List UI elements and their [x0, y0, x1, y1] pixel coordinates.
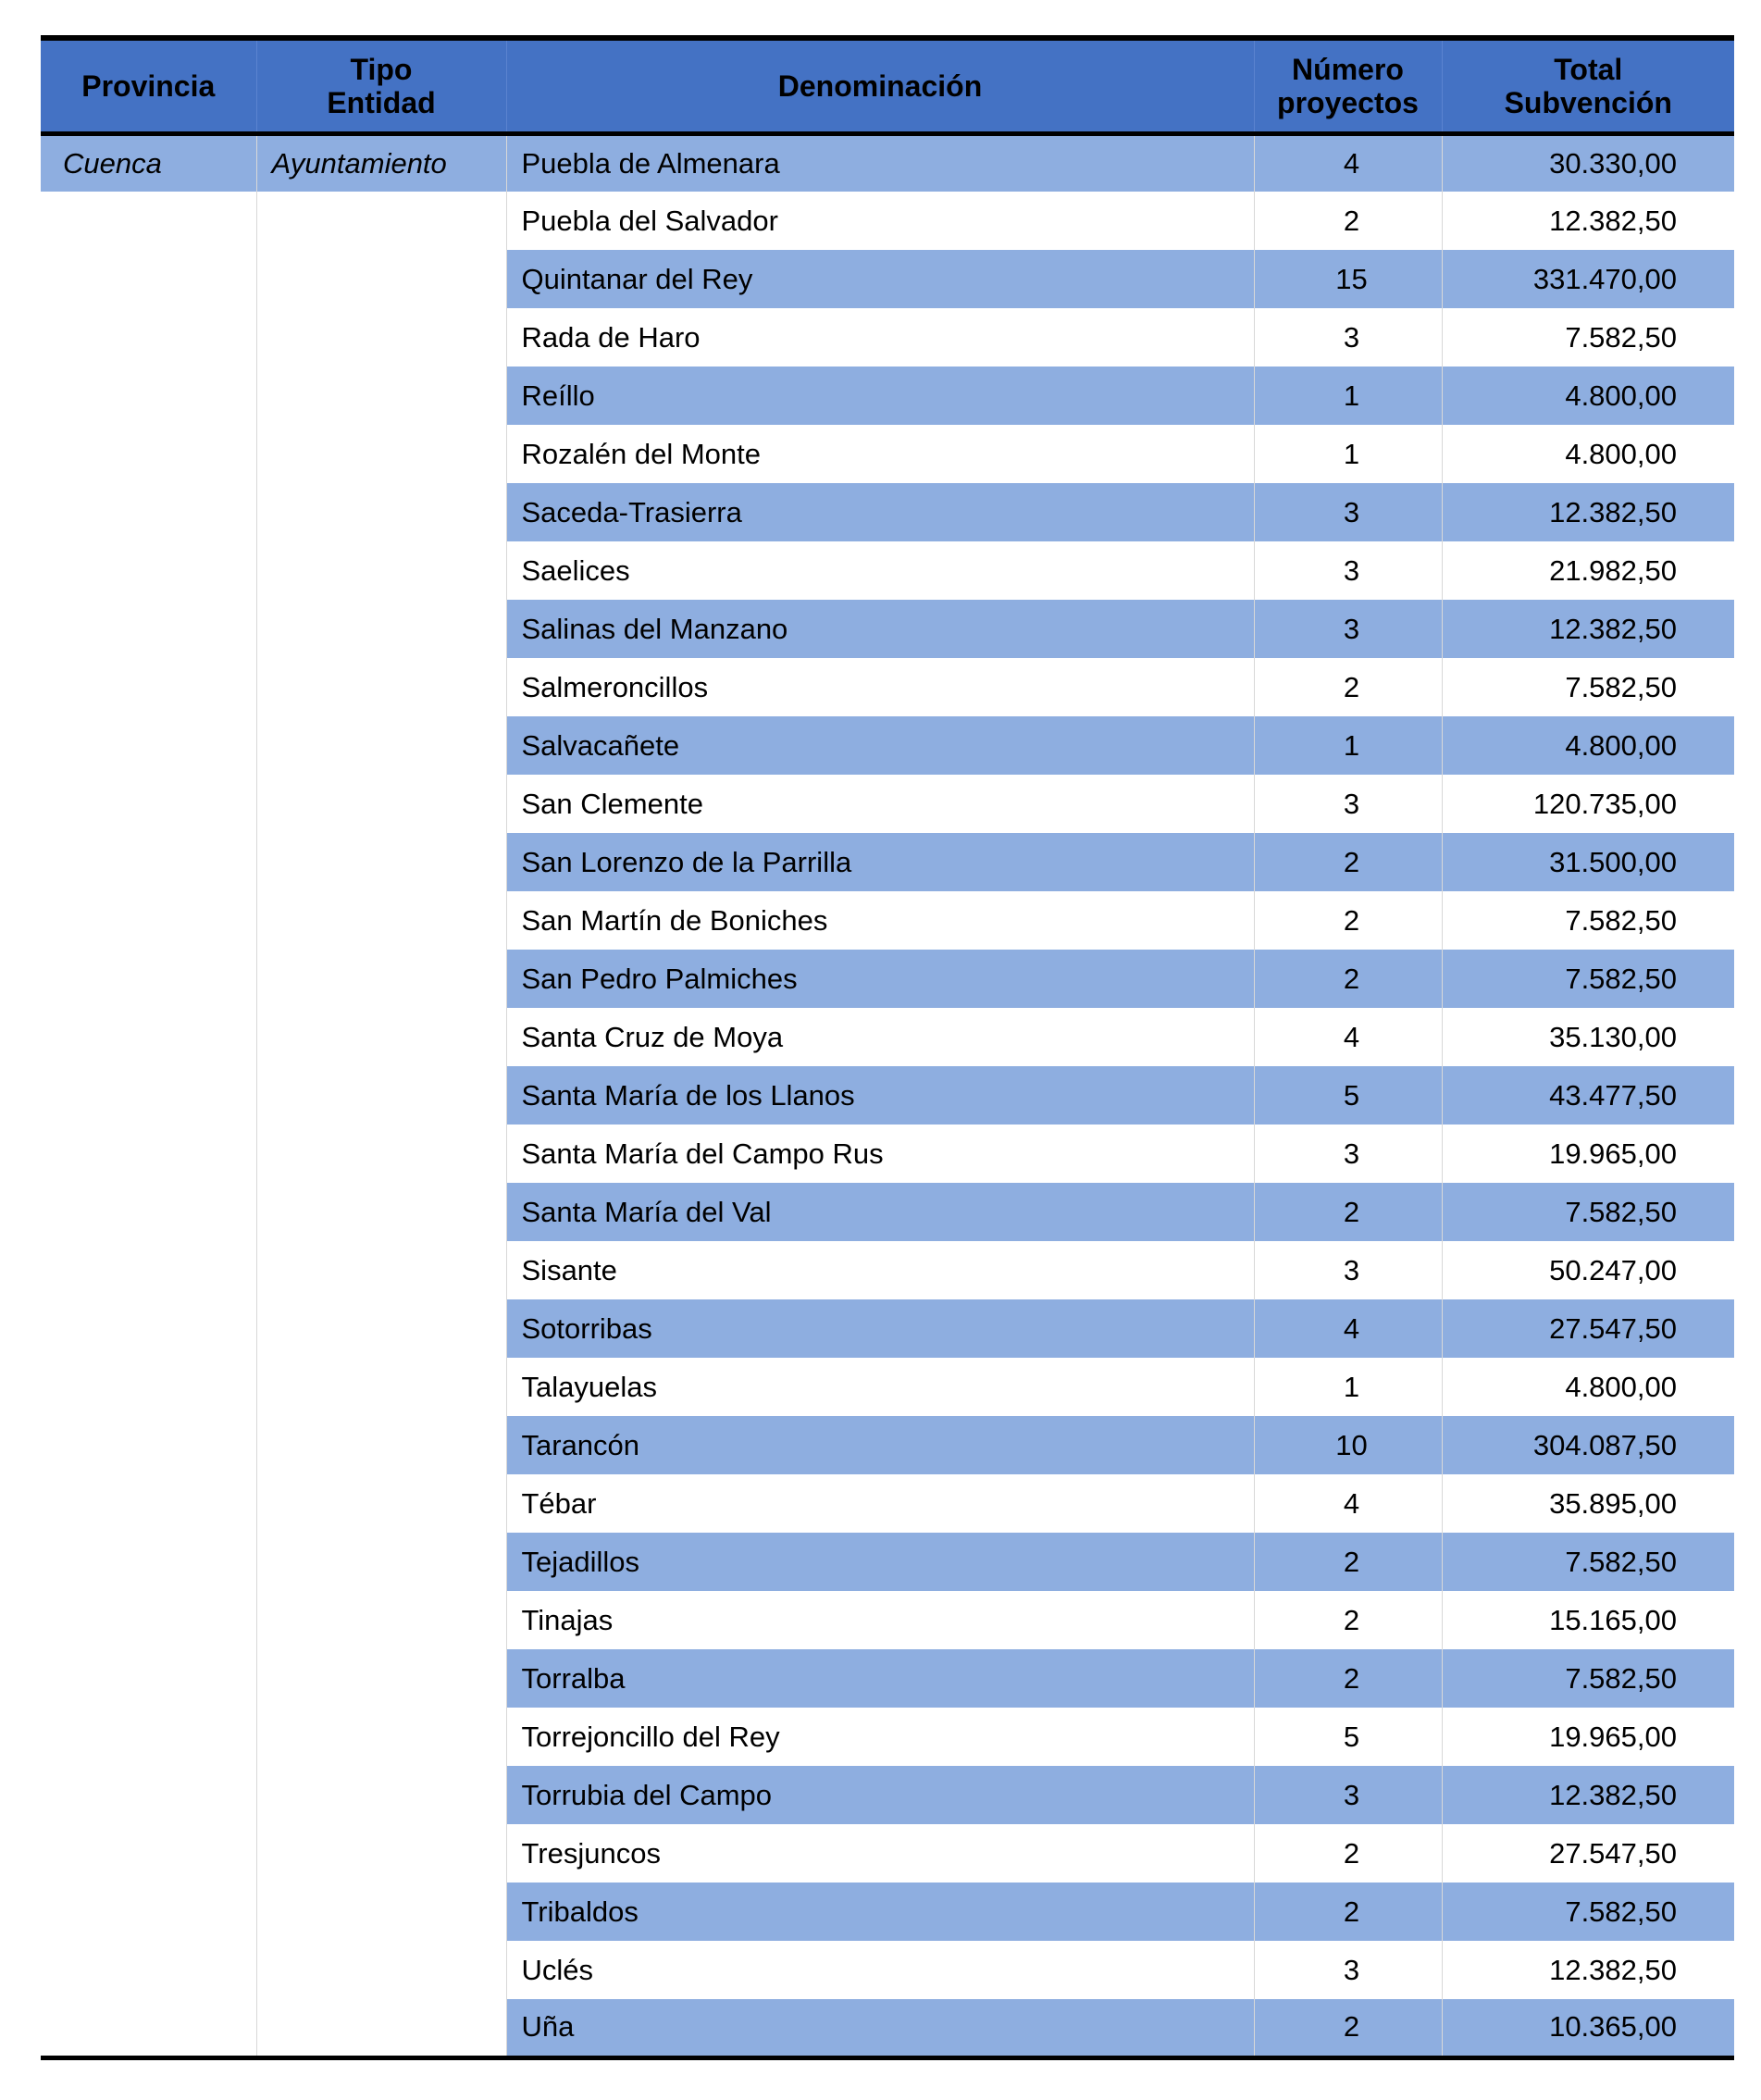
cell-provincia: [41, 1416, 256, 1474]
cell-provincia: [41, 425, 256, 483]
table-row: [41, 950, 1734, 1008]
cell-denominacion: San Clemente: [506, 775, 1254, 833]
cell-numero-proyectos: 1: [1254, 367, 1442, 425]
table-row: [41, 308, 1734, 367]
cell-numero-proyectos: 2: [1254, 192, 1442, 250]
cell-provincia: [41, 1066, 256, 1125]
cell-numero-proyectos: 2: [1254, 891, 1442, 950]
cell-total-subvencion: 7.582,50: [1442, 1883, 1734, 1941]
cell-denominacion: Saceda-Trasierra: [506, 483, 1254, 541]
table-row: [41, 1766, 1734, 1824]
cell-numero-proyectos: 2: [1254, 1591, 1442, 1649]
table-row: [41, 1649, 1734, 1708]
cell-tipo-entidad: [256, 1591, 506, 1649]
cell-denominacion: Puebla del Salvador: [506, 192, 1254, 250]
cell-numero-proyectos: 4: [1254, 133, 1442, 192]
cell-denominacion: Tribaldos: [506, 1883, 1254, 1941]
cell-provincia: [41, 1883, 256, 1941]
cell-tipo-entidad: [256, 775, 506, 833]
cell-numero-proyectos: 2: [1254, 1533, 1442, 1591]
cell-numero-proyectos: 3: [1254, 483, 1442, 541]
cell-tipo-entidad: [256, 250, 506, 308]
cell-total-subvencion: 4.800,00: [1442, 367, 1734, 425]
cell-provincia: [41, 1533, 256, 1591]
cell-total-subvencion: 4.800,00: [1565, 1370, 1677, 1403]
table-header: [41, 38, 1734, 133]
cell-numero-proyectos: 3: [1254, 600, 1442, 658]
cell-total-subvencion: 12.382,50: [1549, 1953, 1677, 1986]
cell-provincia: [41, 1708, 256, 1766]
table-row: [41, 1824, 1734, 1883]
cell-total-subvencion: 12.382,50: [1549, 204, 1677, 237]
cell-provincia: [41, 950, 256, 1008]
cell-denominacion: Sotorribas: [506, 1299, 1254, 1358]
cell-numero-proyectos: 3: [1254, 308, 1442, 367]
cell-total-subvencion: 12.382,50: [1442, 1766, 1734, 1824]
cell-numero-proyectos: 4: [1254, 1008, 1442, 1066]
header-denominacion: Denominación: [506, 38, 1254, 133]
cell-provincia: [41, 1941, 256, 1999]
cell-tipo-entidad: [256, 658, 506, 716]
cell-numero-proyectos: 1: [1254, 716, 1442, 775]
cell-tipo-entidad: Ayuntamiento: [256, 133, 506, 192]
cell-tipo-entidad: [256, 483, 506, 541]
cell-provincia: [41, 192, 256, 250]
cell-provincia: [41, 483, 256, 541]
cell-denominacion: Rada de Haro: [506, 308, 1254, 367]
table-row: [41, 1883, 1734, 1941]
cell-numero-proyectos: 4: [1254, 1299, 1442, 1358]
cell-tipo-entidad: [256, 1708, 506, 1766]
cell-tipo-entidad: [256, 891, 506, 950]
cell-provincia: [41, 1183, 256, 1241]
table-row: [41, 1474, 1734, 1533]
cell-numero-proyectos: 2: [1254, 1999, 1442, 2057]
table-row: [41, 658, 1734, 716]
cell-provincia: [41, 1591, 256, 1649]
cell-numero-proyectos: 2: [1254, 1183, 1442, 1241]
cell-provincia: [41, 600, 256, 658]
cell-denominacion: Salmeroncillos: [506, 658, 1254, 716]
cell-total-subvencion: 7.582,50: [1442, 1533, 1734, 1591]
cell-total-subvencion: 19.965,00: [1549, 1720, 1677, 1753]
cell-provincia: [41, 1474, 256, 1533]
table-row: [41, 1416, 1734, 1474]
table-body: [41, 133, 1734, 2057]
table-row: [41, 775, 1734, 833]
cell-tipo-entidad: [256, 1183, 506, 1241]
cell-denominacion: Uña: [506, 1999, 1254, 2057]
table-row: [41, 1358, 1734, 1416]
cell-provincia: [41, 775, 256, 833]
table-row: [41, 1008, 1734, 1066]
cell-tipo-entidad: [256, 1883, 506, 1941]
cell-denominacion: San Martín de Boniches: [506, 891, 1254, 950]
cell-total-subvencion: 7.582,50: [1442, 1649, 1734, 1708]
cell-provincia: [41, 716, 256, 775]
cell-denominacion: Quintanar del Rey: [506, 250, 1254, 308]
cell-denominacion: Torrubia del Campo: [506, 1766, 1254, 1824]
cell-total-subvencion: 19.965,00: [1549, 1137, 1677, 1170]
table-row: [41, 1708, 1734, 1766]
cell-provincia: [41, 1358, 256, 1416]
cell-total-subvencion: 7.582,50: [1442, 1183, 1734, 1241]
cell-tipo-entidad: [256, 1066, 506, 1125]
table-row: [41, 250, 1734, 308]
cell-tipo-entidad: [256, 1241, 506, 1299]
subsidy-table: [41, 35, 1734, 2060]
cell-denominacion: Sisante: [506, 1241, 1254, 1299]
cell-numero-proyectos: 3: [1254, 541, 1442, 600]
cell-denominacion: Santa María de los Llanos: [506, 1066, 1254, 1125]
cell-denominacion: Tarancón: [506, 1416, 1254, 1474]
cell-numero-proyectos: 2: [1254, 1824, 1442, 1883]
table-row: [41, 1241, 1734, 1299]
cell-provincia: [41, 1125, 256, 1183]
cell-tipo-entidad: [256, 1125, 506, 1183]
cell-numero-proyectos: 3: [1254, 1766, 1442, 1824]
cell-denominacion: Tejadillos: [506, 1533, 1254, 1591]
cell-total-subvencion: 21.982,50: [1549, 553, 1677, 587]
cell-total-subvencion: 15.165,00: [1549, 1603, 1677, 1636]
header-provincia: Provincia: [41, 38, 256, 133]
cell-total-subvencion: 120.735,00: [1532, 787, 1677, 820]
cell-tipo-entidad: [256, 541, 506, 600]
cell-tipo-entidad: [256, 425, 506, 483]
cell-total-subvencion: 4.800,00: [1565, 437, 1677, 470]
cell-numero-proyectos: 2: [1254, 950, 1442, 1008]
cell-tipo-entidad: [256, 367, 506, 425]
cell-total-subvencion: 304.087,50: [1442, 1416, 1734, 1474]
table-row: [41, 716, 1734, 775]
header-total-subvencion: Total Subvención: [1442, 38, 1734, 133]
table-row: [41, 1533, 1734, 1591]
table-row: [41, 600, 1734, 658]
cell-provincia: [41, 367, 256, 425]
header-numero-proyectos: Número proyectos: [1254, 38, 1442, 133]
cell-provincia: [41, 1649, 256, 1708]
cell-denominacion: Talayuelas: [506, 1358, 1254, 1416]
cell-provincia: [41, 1824, 256, 1883]
cell-numero-proyectos: 5: [1254, 1066, 1442, 1125]
cell-denominacion: Rozalén del Monte: [506, 425, 1254, 483]
cell-tipo-entidad: [256, 1008, 506, 1066]
cell-tipo-entidad: [256, 1649, 506, 1708]
cell-provincia: [41, 308, 256, 367]
cell-denominacion: San Lorenzo de la Parrilla: [506, 833, 1254, 891]
cell-tipo-entidad: [256, 192, 506, 250]
table-row: [41, 367, 1734, 425]
cell-total-subvencion: 43.477,50: [1442, 1066, 1734, 1125]
cell-total-subvencion: 4.800,00: [1442, 716, 1734, 775]
cell-tipo-entidad: [256, 1533, 506, 1591]
cell-total-subvencion: 7.582,50: [1565, 320, 1677, 354]
table-row: [41, 425, 1734, 483]
cell-provincia: [41, 1766, 256, 1824]
cell-numero-proyectos: 15: [1254, 250, 1442, 308]
cell-total-subvencion: 7.582,50: [1565, 670, 1677, 703]
cell-numero-proyectos: 2: [1254, 658, 1442, 716]
cell-denominacion: Tébar: [506, 1474, 1254, 1533]
cell-tipo-entidad: [256, 1474, 506, 1533]
cell-provincia: [41, 891, 256, 950]
cell-denominacion: Santa María del Campo Rus: [506, 1125, 1254, 1183]
cell-total-subvencion: 7.582,50: [1565, 903, 1677, 937]
cell-total-subvencion: 10.365,00: [1442, 1999, 1734, 2057]
cell-denominacion: Uclés: [506, 1941, 1254, 1999]
cell-tipo-entidad: [256, 308, 506, 367]
cell-provincia: [41, 1008, 256, 1066]
cell-provincia: [41, 541, 256, 600]
cell-tipo-entidad: [256, 1358, 506, 1416]
cell-numero-proyectos: 3: [1254, 1941, 1442, 1999]
cell-tipo-entidad: [256, 950, 506, 1008]
cell-provincia: [41, 1299, 256, 1358]
cell-tipo-entidad: [256, 1824, 506, 1883]
cell-denominacion: Tresjuncos: [506, 1824, 1254, 1883]
cell-total-subvencion: 27.547,50: [1549, 1836, 1677, 1870]
table-row: [41, 1999, 1734, 2057]
table-row: [41, 1125, 1734, 1183]
table-row: [41, 1941, 1734, 1999]
cell-denominacion: Torralba: [506, 1649, 1254, 1708]
table-row: [41, 192, 1734, 250]
cell-tipo-entidad: [256, 1299, 506, 1358]
cell-total-subvencion: 50.247,00: [1549, 1253, 1677, 1286]
cell-provincia: [41, 658, 256, 716]
table-row: [41, 833, 1734, 891]
cell-provincia: [41, 1241, 256, 1299]
table-row: [41, 1591, 1734, 1649]
cell-denominacion: Salvacañete: [506, 716, 1254, 775]
cell-tipo-entidad: [256, 1941, 506, 1999]
cell-denominacion: Salinas del Manzano: [506, 600, 1254, 658]
table-row: [41, 133, 1734, 192]
subsidy-table-container: [41, 35, 1734, 2060]
table-row: [41, 541, 1734, 600]
cell-tipo-entidad: [256, 1416, 506, 1474]
cell-numero-proyectos: 10: [1254, 1416, 1442, 1474]
cell-numero-proyectos: 1: [1254, 1358, 1442, 1416]
cell-tipo-entidad: [256, 600, 506, 658]
table-row: [41, 1299, 1734, 1358]
cell-provincia: [41, 250, 256, 308]
cell-denominacion: Santa María del Val: [506, 1183, 1254, 1241]
cell-numero-proyectos: 5: [1254, 1708, 1442, 1766]
table-row: [41, 1183, 1734, 1241]
header-tipo-entidad: Tipo Entidad: [256, 38, 506, 133]
cell-numero-proyectos: 3: [1254, 1125, 1442, 1183]
cell-total-subvencion: 7.582,50: [1442, 950, 1734, 1008]
cell-denominacion: Puebla de Almenara: [506, 133, 1254, 192]
cell-numero-proyectos: 2: [1254, 1649, 1442, 1708]
cell-numero-proyectos: 1: [1254, 425, 1442, 483]
cell-total-subvencion: 30.330,00: [1442, 133, 1734, 192]
cell-total-subvencion: 331.470,00: [1442, 250, 1734, 308]
cell-total-subvencion: 27.547,50: [1442, 1299, 1734, 1358]
cell-denominacion: Santa Cruz de Moya: [506, 1008, 1254, 1066]
cell-provincia: [41, 833, 256, 891]
cell-tipo-entidad: [256, 1999, 506, 2057]
cell-numero-proyectos: 3: [1254, 1241, 1442, 1299]
cell-total-subvencion: 35.130,00: [1549, 1020, 1677, 1053]
cell-tipo-entidad: [256, 1766, 506, 1824]
cell-tipo-entidad: [256, 716, 506, 775]
cell-total-subvencion: 12.382,50: [1442, 600, 1734, 658]
cell-numero-proyectos: 2: [1254, 833, 1442, 891]
cell-total-subvencion: 31.500,00: [1442, 833, 1734, 891]
cell-denominacion: Tinajas: [506, 1591, 1254, 1649]
table-row: [41, 483, 1734, 541]
cell-tipo-entidad: [256, 833, 506, 891]
cell-denominacion: Saelices: [506, 541, 1254, 600]
table-row: [41, 891, 1734, 950]
table-row: [41, 1066, 1734, 1125]
header-row: [41, 38, 1734, 133]
cell-numero-proyectos: 3: [1254, 775, 1442, 833]
cell-provincia: [41, 1999, 256, 2057]
cell-total-subvencion: 35.895,00: [1549, 1486, 1677, 1520]
cell-denominacion: Reíllo: [506, 367, 1254, 425]
cell-provincia: Cuenca: [41, 133, 256, 192]
cell-numero-proyectos: 2: [1254, 1883, 1442, 1941]
cell-numero-proyectos: 4: [1254, 1474, 1442, 1533]
cell-denominacion: San Pedro Palmiches: [506, 950, 1254, 1008]
cell-denominacion: Torrejoncillo del Rey: [506, 1708, 1254, 1766]
cell-total-subvencion: 12.382,50: [1442, 483, 1734, 541]
